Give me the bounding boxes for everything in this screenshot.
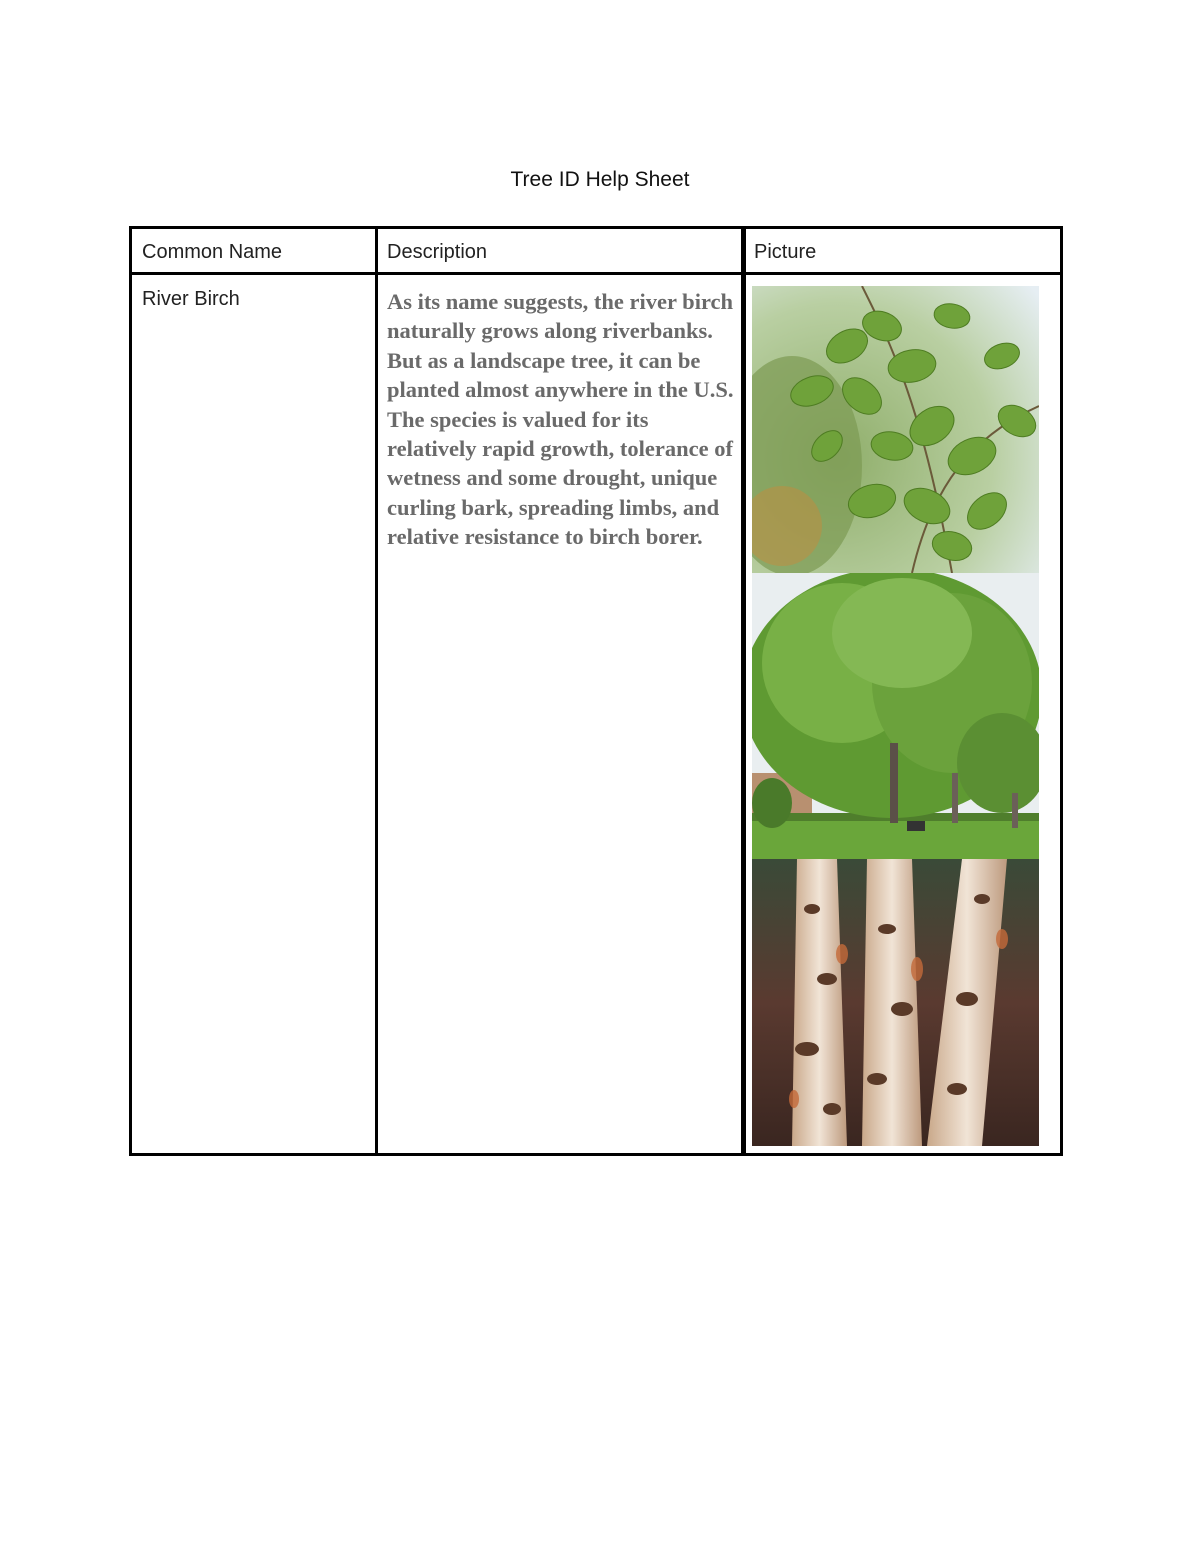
header-common-name: Common Name	[142, 241, 283, 263]
column-divider	[375, 229, 378, 1153]
header-picture: Picture	[754, 241, 817, 263]
birch-leaves-photo	[752, 286, 1039, 573]
page-title: Tree ID Help Sheet	[510, 168, 690, 191]
tree-id-table	[129, 226, 1063, 1156]
birch-tree-photo	[752, 573, 1039, 859]
header-description: Description	[387, 241, 488, 263]
row-common-name: River Birch	[142, 288, 240, 310]
birch-bark-photo	[752, 859, 1039, 1146]
column-divider	[741, 229, 746, 1153]
picture-column	[752, 286, 1039, 1146]
row-description: As its name suggests, the river birch naturally grows along riverbanks. But as a landscape tree, it can be planted almost anywhere in the U.S. The species is valued for its relatively rapid growth, tolerance of wetness and some drought, unique curling bark, spreading limbs, and relative resistance to birch borer.	[387, 289, 734, 550]
